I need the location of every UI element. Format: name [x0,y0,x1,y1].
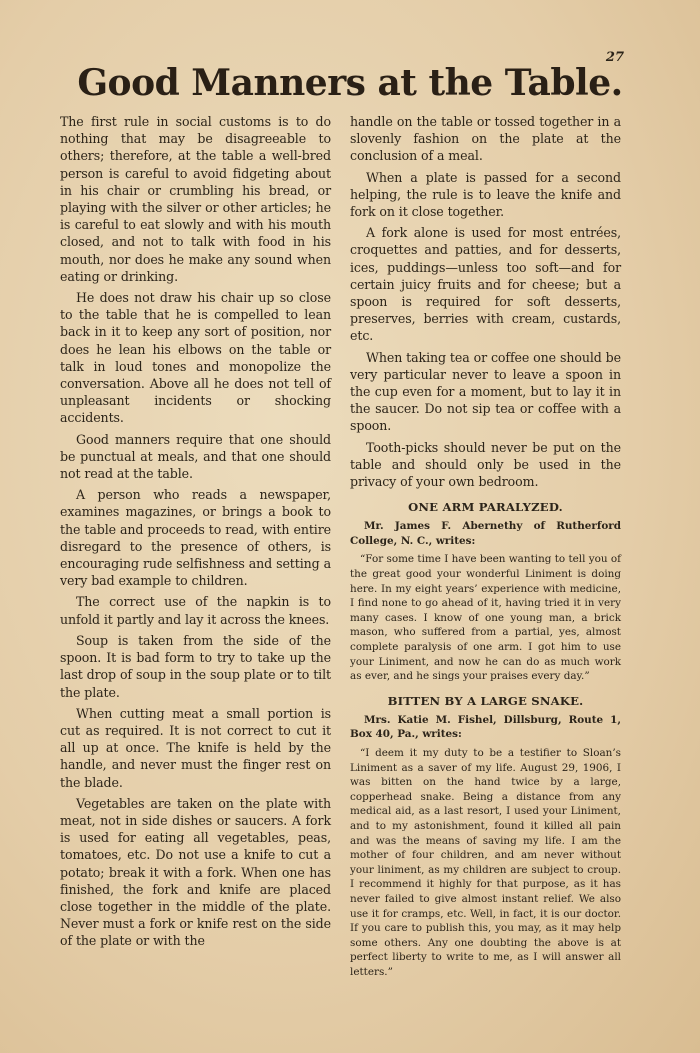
page-number: 27 [605,50,624,65]
paragraph: A fork alone is used for most entrées, croquettes and patties, and for desserts, ices, puddings—unless too soft—and for certain juicy fruits and for cheese; but a spoon is required for soft desserts, preserves, berries with cream, custards, etc. [350,225,621,344]
paragraph: When cutting meat a small portion is cut as required. It is not correct to cut it all up at once. The knife is held by the handle, and never must the finger rest on the blade. [60,705,331,790]
page-title: Good Manners at the Table. [77,62,623,104]
paragraph: handle on the table or tossed together in a slovenly fashion on the plate at the conclusion of a meal. [350,114,621,164]
testimonial-heading: ONE ARM PARALYZED. [408,500,563,515]
left-column [60,113,331,954]
paragraph: The first rule in social customs is to do nothing that may be disagreeable to others; therefore, at the table a well-bred person is careful to avoid fidgeting about in his chair or crumbling his bread, or playing with the silver or other articles; he is careful to eat slowly and with his mouth closed, and not to talk with food in his mouth, nor does he make any sound when eating or drinking. [60,114,331,284]
testimonial [350,694,621,980]
paragraph: Tooth-picks should never be put on the table and should only be used in the privacy of your own bedroom. [350,439,621,490]
paragraph: Good manners require that one should be punctual at meals, and that one should not read at the table. [60,431,331,482]
paragraph: A person who reads a newspaper, examines magazines, or brings a book to the table and proceeds to read, with entire disregard to the presence of others, is encouraging rude selfishness and setting a very bad example to children. [60,487,331,589]
paragraph: He does not draw his chair up so close to the table that he is compelled to lean back in it to keep any sort of position, nor does he lean his elbows on the table or talk in loud tones and monopolize the conversation. Above all he does not tell of unpleasant incidents or shocking accidents. [60,290,331,426]
testimonial-byline: Mrs. Katie M. Fishel, Dillsburg, Route 1, Box 40, Pa., writes: [350,713,621,741]
paragraph: The correct use of the napkin is to unfold it partly and lay it across the knees. [60,594,331,627]
testimonial-heading: BITTEN BY A LARGE SNAKE. [387,693,584,708]
testimonial-byline: Mr. James F. Abernethy of Rutherford College, N. C., writes: [350,520,621,547]
paragraph: Vegetables are taken on the plate with meat, not in side dishes or saucers. A fork is used for eating all vegetables, peas, tomatoes, etc. Do not use a knife to cut a potato; break it with a fork. When one has finished, the fork and knife are placed close together in the middle of the plate. Never must a fork or knife rest on the side of the plate or with the [60,795,331,949]
paragraph: Soup is taken from the side of the spoon. It is bad form to try to take up the last drop of soup in the soup plate or to tilt the plate. [60,632,331,700]
paragraph: When taking tea or coffee one should be very particular never to leave a spoon in the cup even for a moment, but to lay it in the saucer. Do not sip tea or coffee with a spoon. [350,349,621,434]
testimonial [350,500,621,684]
right-column [350,113,621,983]
testimonial-quote: “For some time I have been wanting to tell you of the great good your wonderful Liniment is doing here. In my eight years’ experience with medicine, I find none to go ahead of it, having tried it in very many cases. I know of one young man, a brick mason, who suffered from a partial, yes, almost complete paralysis of one arm. I got him to use your Liniment, and now he can do as much work as ever, and he sings your praises every day.” [350,553,621,683]
paragraph: When a plate is passed for a second helping, the rule is to leave the knife and fork on it close together. [350,169,621,220]
testimonial-quote: “I deem it my duty to be a testifier to Sloan’s Liniment as a saver of my life. August 29, 1906, I was bitten on the hand twice by a large, copperhead snake. Being a distance from any medical aid, as a last resort, I used your Liniment, and to my astonishment, found it killed all pain and was the means of saving my life. I am the mother of four children, and am never without your liniment, as my children are subject to croup. I recommend it highly for that purpose, as it has never failed to give almost instant relief. We also use it for cramps, etc. Well, in fact, it is our doctor. If you care to publish this, you may, as it may help some others. Any one doubting the above is at perfect liberty to write to me, as I will answer all letters.” [350,746,621,978]
